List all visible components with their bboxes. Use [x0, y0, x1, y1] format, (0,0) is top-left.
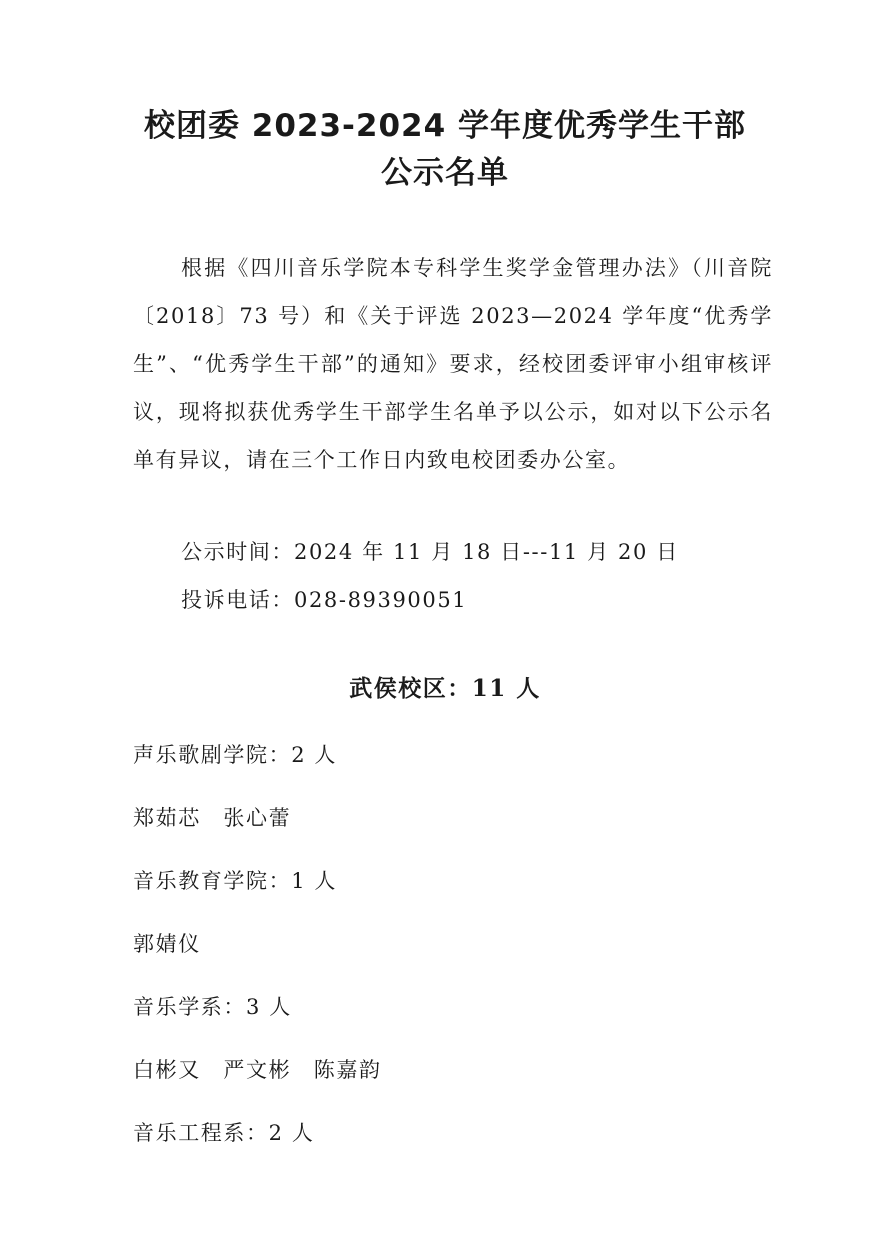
document-title-line-2: 公示名单 [381, 155, 509, 191]
campus-heading: 武侯校区：11 人 [349, 675, 541, 702]
department-header: 音乐教育学院：1 人 [133, 869, 338, 893]
intro-paragraph: 根据《四川音乐学院本专科学生奖学金管理办法》（川音院〔2018〕73 号）和《关于评选 2023—2024 学年度“优秀学生”、“优秀学生干部”的通知》要求，经校团委评审小组审核评议，现将拟获优秀学生干部学生名单予以公示，如对以下公示名单有异议，请在三个工作日内致电校团委办公室。 [133, 256, 773, 472]
department-names: 白彬又 严文彬 陈嘉韵 [133, 1058, 382, 1082]
department-header: 音乐学系：3 人 [133, 995, 292, 1019]
department-names: 郭婧仪 [133, 932, 201, 956]
document-title-line-1: 校团委 2023-2024 学年度优秀学生干部 [143, 108, 746, 144]
complaint-phone: 投诉电话：028-89390051 [181, 588, 468, 612]
publicity-period: 公示时间：2024 年 11 月 18 日---11 月 20 日 [181, 540, 679, 564]
department-header: 声乐歌剧学院：2 人 [133, 743, 338, 767]
department-header: 音乐工程系：2 人 [133, 1121, 315, 1145]
department-names: 郑茹芯 张心蕾 [133, 806, 292, 830]
